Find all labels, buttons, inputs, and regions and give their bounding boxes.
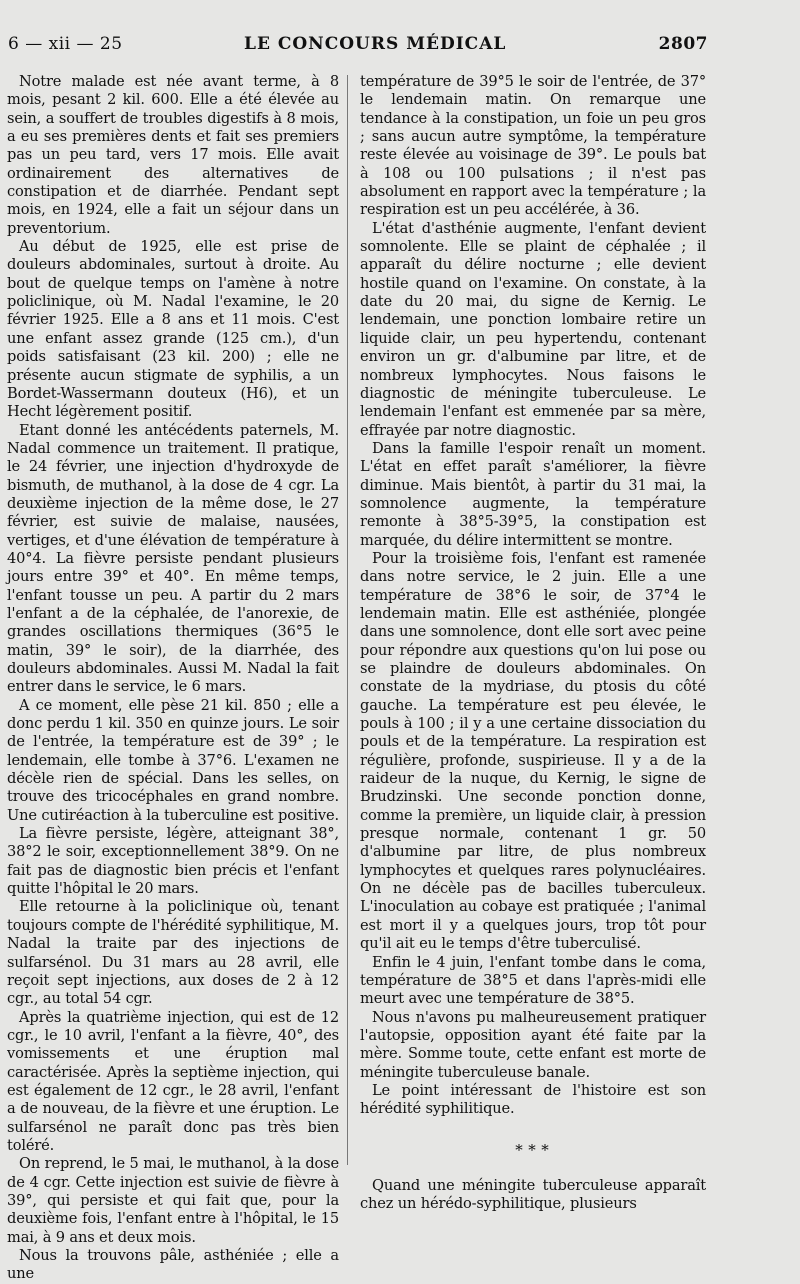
paragraph: Nous n'avons pu malheureusement pratiquer l'autopsie, opposition ayant été faite par la mère. Somme toute, cette enfant est morte de méningite tuberculeuse banale. (360, 1008, 706, 1081)
paragraph: Le point intéressant de l'histoire est son hérédité syphilitique. (360, 1081, 706, 1118)
journal-title: LE CONCOURS MÉDICAL (244, 34, 507, 54)
paragraph: Nous la trouvons pâle, asthéniée ; elle a une (7, 1247, 339, 1283)
left-column (7, 73, 339, 1284)
paragraph: La fièvre persiste, légère, atteignant 38°, 38°2 le soir, exceptionnellement 38°9. On ne fait pas de diagnostic bien précis et l'enfant quitte l'hôpital le 20 mars. (7, 825, 339, 898)
paragraph: Au début de 1925, elle est prise de douleurs abdominales, surtout à droite. Au bout de quelque temps on l'amène à notre policlinique, où M. Nadal l'examine, le 20 février 1925. Elle a 8 ans et 11 mois. C'est une enfant assez grande (125 cm.), d'un poids satisfaisant (23 kil. 200) ; elle ne présente aucun stigmate de syphilis, a un Bordet-Wassermann douteux (H6), et un Hecht légèrement positif. (7, 238, 339, 421)
paragraph: L'état d'asthénie augmente, l'enfant devient somnolente. Elle se plaint de céphalée ; il apparaît du délire nocturne ; elle devient hostile quand on l'examine. On constate, à la date du 20 mai, du signe de Kernig. Le lendemain, une ponction lombaire retire un liquide clair, un peu hypertendu, contenant environ un gr. d'albumine par litre, et de nombreux lymphocytes. Nous faisons le diagnostic de méningite tuberculeuse. Le lendemain l'enfant est emmenée par sa mère, effrayée par notre diagnostic. (360, 219, 706, 439)
paragraph: A ce moment, elle pèse 21 kil. 850 ; elle a donc perdu 1 kil. 350 en quinze jours. Le soir de l'entrée, la température est de 39° ; le lendemain, elle tombe à 37°6. L'examen ne décèle rien de spécial. Dans les selles, on trouve des tricocéphales en grand nombre. Une cutiréaction à la tuberculine est positive. (7, 696, 339, 824)
paragraph: Pour la troisième fois, l'enfant est ramenée dans notre service, le 2 juin. Elle a une température de 38°6 le soir, de 37°4 le lendemain matin. Elle est asthéniée, plongée dans une somnolence, dont elle sort avec peine pour répondre aux questions qu'on lui pose ou se plaindre de douleurs abdominales. On constate de la mydriase, du ptosis du côté gauche. La température est peu élevée, le pouls à 100 ; il y a une certaine dissociation du pouls et de la température. La respiration est régulière, profonde, suspirieuse. Il y a de la raideur de la nuque, du Kernig, le signe de Brudzinski. Une seconde ponction donne, comme la première, un liquide clair, à pression presque normale, contenant 1 gr. 50 d'albumine par litre, de plus nombreux lymphocytes et quelques rares polynucléaires. On ne décèle pas de bacilles tuberculeux. L'inoculation au cobaye est pratiquée ; l'animal est mort il y a quelques jours, trop tôt pour qu'il ait eu le temps d'être tuberculisé. (360, 549, 706, 953)
paragraph: température de 39°5 le soir de l'entrée, de 37° le lendemain matin. On remarque une tendance à la constipation, un foie un peu gros ; sans aucun autre symptôme, la température reste élevée au voisinage de 39°. Le pouls bat à 108 ou 100 pulsations ; il n'est pas absolument en rapport avec la température ; la respiration est un peu accélérée, à 36. (360, 73, 706, 219)
page-number: 2807 (658, 34, 708, 54)
section-separator: * * * (515, 1140, 551, 1159)
paragraph: Après la quatrième injection, qui est de 12 cgr., le 10 avril, l'enfant a la fièvre, 40°, des vomissements et une éruption mal caractérisée. Après la septième injection, qui est également de 12 cgr., le 28 avril, l'enfant a de nouveau, de la fièvre et une éruption. Le sulfarsénol ne paraît donc pas très bien toléré. (7, 1008, 339, 1154)
column-divider (347, 75, 348, 1165)
section-heading: Quand une méningite tuberculeuse apparaît chez un hérédo-syphilitique, plusieurs (360, 1176, 706, 1213)
right-column (360, 73, 706, 1214)
paragraph: On reprend, le 5 mai, le muthanol, à la dose de 4 cgr. Cette injection est suivie de fièvre à 39°, qui persiste et qui fait que, pour la deuxième fois, l'enfant entre à l'hôpital, le 15 mai, à 9 ans et deux mois. (7, 1155, 339, 1246)
issue-date: 6 — xii — 25 (8, 34, 123, 54)
paragraph: Notre malade est née avant terme, à 8 mois, pesant 2 kil. 600. Elle a été élevée au sein, a souffert de troubles digestifs à 8 mois, a eu ses premières dents et fait ses premiers pas un peu tard, vers 17 mois. Elle avait ordinairement des alternatives de constipation et de diarrhée. Pendant sept mois, en 1924, elle a fait un séjour dans un preventorium. (7, 73, 339, 237)
paragraph: Dans la famille l'espoir renaît un moment. L'état en effet paraît s'améliorer, la fièvre diminue. Mais bientôt, à partir du 31 mai, la somnolence augmente, la température remonte à 38°5-39°5, la constipation est marquée, du délire intermittent se montre. (360, 439, 706, 549)
paragraph: Elle retourne à la policlinique où, tenant toujours compte de l'hérédité syphilitique, M. Nadal la traite par des injections de sulfarsénol. Du 31 mars au 28 avril, elle reçoit sept injections, aux doses de 2 à 12 cgr., au total 54 cgr. (7, 898, 339, 1008)
running-header (0, 28, 800, 58)
paragraph: Etant donné les antécédents paternels, M. Nadal commence un traitement. Il pratique, le 24 février, une injection d'hydroxyde de bismuth, de muthanol, à la dose de 4 cgr. La deuxième injection de la même dose, le 27 février, est suivie de malaise, nausées, vertiges, et d'une élévation de température à 40°4. La fièvre persiste pendant plusieurs jours entre 39° et 40°. En même temps, l'enfant tousse un peu. A partir du 2 mars l'enfant a de la céphalée, de l'anorexie, de grandes oscillations thermiques (36°5 le matin, 39° le soir), de la diarrhée, des douleurs abdominales. Aussi M. Nadal la fait entrer dans le service, le 6 mars. (7, 421, 339, 696)
paragraph: Enfin le 4 juin, l'enfant tombe dans le coma, température de 38°5 et dans l'après-midi elle meurt avec une température de 38°5. (360, 953, 706, 1008)
